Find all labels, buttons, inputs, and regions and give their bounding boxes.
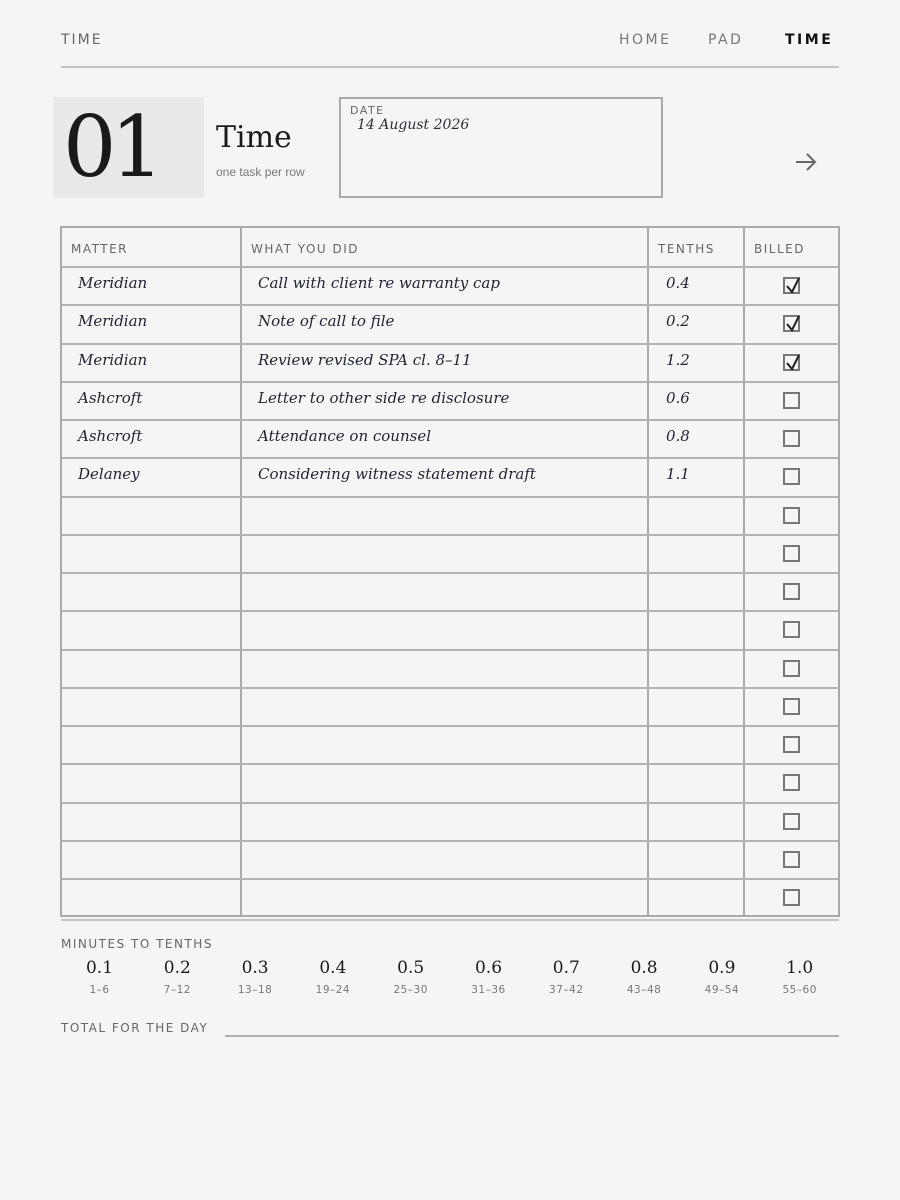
minutes-to-tenths-label: MINUTES TO TENTHS <box>61 937 213 951</box>
billed-checkbox[interactable] <box>783 507 800 524</box>
header-tenths: TENTHS <box>658 242 715 256</box>
tenths-value: 0.2 <box>163 958 191 978</box>
header-billed: BILLED <box>754 242 805 256</box>
tenths-value: 0.9 <box>708 958 736 978</box>
minutes-range: 49–54 <box>704 984 740 996</box>
table-row <box>62 572 838 610</box>
matter-cell[interactable]: Ashcroft <box>78 427 143 445</box>
billed-checkbox[interactable] <box>783 660 800 677</box>
billed-checkbox[interactable] <box>783 277 800 294</box>
arrow-right-icon[interactable] <box>793 148 819 176</box>
header-matter: MATTER <box>71 242 128 256</box>
tenths-value: 0.4 <box>319 958 347 978</box>
tenths-scale-item <box>215 958 295 996</box>
table-row <box>62 687 838 725</box>
tenths-scale-item <box>760 958 840 996</box>
minutes-range: 7–12 <box>163 984 191 996</box>
table-row <box>62 802 838 840</box>
table-row <box>62 419 838 457</box>
header-divider <box>61 66 839 68</box>
page-subtitle: one task per row <box>216 165 305 179</box>
nav-pad[interactable]: PAD <box>708 32 744 48</box>
table-row <box>62 381 838 419</box>
what-you-did-cell[interactable]: Call with client re warranty cap <box>258 274 500 292</box>
table-row <box>62 763 838 801</box>
billed-checkbox[interactable] <box>783 851 800 868</box>
date-value[interactable]: 14 August 2026 <box>357 117 470 133</box>
tenths-scale-item <box>604 958 684 996</box>
table-row <box>62 610 838 648</box>
billed-checkbox[interactable] <box>783 698 800 715</box>
what-you-did-cell[interactable]: Considering witness statement draft <box>258 465 536 484</box>
tenths-cell[interactable]: 1.1 <box>666 465 690 484</box>
table-row <box>62 304 838 342</box>
checkmark-icon <box>784 353 802 373</box>
billed-checkbox[interactable] <box>783 354 800 371</box>
tenths-value: 0.8 <box>630 958 658 978</box>
what-you-did-cell[interactable]: Attendance on counsel <box>258 427 431 445</box>
minutes-range: 37–42 <box>549 984 584 996</box>
page-number-box <box>53 97 204 198</box>
billed-checkbox[interactable] <box>783 736 800 753</box>
minutes-range: 31–36 <box>471 984 506 996</box>
total-label: TOTAL FOR THE DAY <box>61 1021 209 1035</box>
tenths-cell[interactable]: 0.2 <box>666 312 690 331</box>
billed-checkbox[interactable] <box>783 545 800 562</box>
minutes-range: 25–30 <box>393 984 428 996</box>
tenths-scale-item <box>371 958 451 996</box>
matter-cell[interactable]: Ashcroft <box>78 388 143 407</box>
date-label: DATE <box>350 104 385 117</box>
page-number: 01 <box>63 98 158 196</box>
billed-checkbox[interactable] <box>783 430 800 447</box>
matter-cell[interactable]: Meridian <box>78 350 148 369</box>
table-underline <box>61 919 839 921</box>
billed-checkbox[interactable] <box>783 813 800 830</box>
table-row <box>62 878 838 916</box>
tenths-cell[interactable]: 1.2 <box>666 350 690 369</box>
what-you-did-cell[interactable]: Letter to other side re disclosure <box>258 388 510 407</box>
nav-time[interactable]: TIME <box>785 32 834 48</box>
brand-label: TIME <box>61 32 103 48</box>
minutes-range: 1–6 <box>89 984 110 996</box>
page-title: Time <box>216 120 292 155</box>
table-row <box>62 457 838 495</box>
tenths-scale-item <box>449 958 529 996</box>
table-row <box>62 343 838 381</box>
matter-cell[interactable]: Meridian <box>78 312 148 331</box>
tenths-value: 1.0 <box>786 958 814 978</box>
billed-checkbox[interactable] <box>783 315 800 332</box>
table-row <box>62 266 838 304</box>
billed-checkbox[interactable] <box>783 889 800 906</box>
minutes-range: 19–24 <box>315 984 351 996</box>
matter-cell[interactable]: Delaney <box>78 465 140 484</box>
tenths-value: 0.1 <box>85 958 114 978</box>
tenths-scale-item <box>526 958 606 996</box>
minutes-range: 13–18 <box>237 984 273 996</box>
tenths-scale-item <box>293 958 373 996</box>
total-input-line[interactable] <box>225 1035 839 1037</box>
tenths-cell[interactable]: 0.4 <box>666 274 690 292</box>
table-row <box>62 840 838 878</box>
billed-checkbox[interactable] <box>783 392 800 409</box>
nav-home[interactable]: HOME <box>619 32 672 48</box>
what-you-did-cell[interactable]: Note of call to file <box>258 312 395 331</box>
header-what-you-did: WHAT YOU DID <box>251 242 360 256</box>
tenths-scale-item <box>137 958 217 996</box>
table-row <box>62 649 838 687</box>
checkmark-icon <box>784 276 802 296</box>
tenths-scale-item <box>682 958 762 996</box>
tenths-scale-item <box>60 958 140 996</box>
table-row <box>62 534 838 572</box>
matter-cell[interactable]: Meridian <box>78 274 148 292</box>
tenths-cell[interactable]: 0.6 <box>666 388 690 407</box>
table-row <box>62 496 838 534</box>
billed-checkbox[interactable] <box>783 468 800 485</box>
top-bar <box>61 28 839 52</box>
what-you-did-cell[interactable]: Review revised SPA cl. 8–11 <box>258 350 472 369</box>
date-field[interactable] <box>339 97 663 198</box>
table-row <box>62 725 838 763</box>
tenths-value: 0.7 <box>552 958 580 978</box>
minutes-range: 43–48 <box>626 984 662 996</box>
checkmark-icon <box>784 314 802 334</box>
billed-checkbox[interactable] <box>783 583 800 600</box>
billed-checkbox[interactable] <box>783 621 800 638</box>
tenths-cell[interactable]: 0.8 <box>666 427 690 445</box>
tenths-value: 0.6 <box>474 958 503 978</box>
billed-checkbox[interactable] <box>783 774 800 791</box>
time-table <box>60 226 840 917</box>
tenths-value: 0.5 <box>397 958 425 978</box>
minutes-range: 55–60 <box>782 984 817 996</box>
tenths-value: 0.3 <box>241 958 269 978</box>
